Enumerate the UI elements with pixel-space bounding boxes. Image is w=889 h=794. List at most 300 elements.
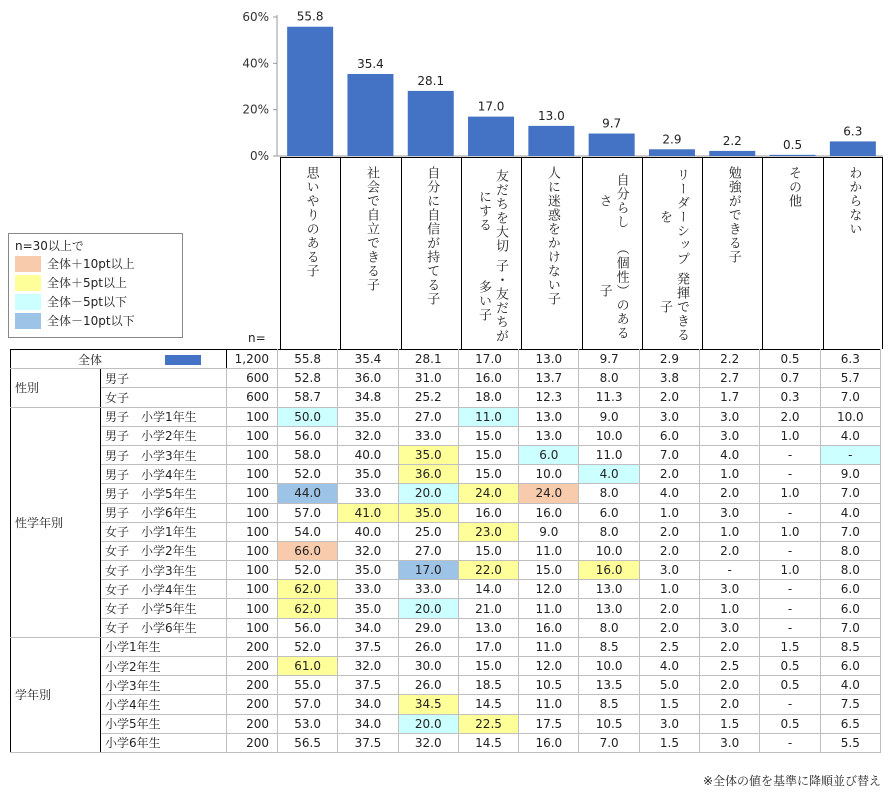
value-cell: 61.0 bbox=[278, 657, 338, 676]
value-cell: 1.0 bbox=[760, 561, 820, 580]
value-cell: 11.0 bbox=[519, 695, 579, 714]
value-cell: - bbox=[820, 445, 880, 464]
value-cell: 13.0 bbox=[579, 599, 639, 618]
value-cell: 31.0 bbox=[398, 369, 458, 388]
legend-label: 全体＋5pt以上 bbox=[47, 276, 127, 290]
category-label-line: 自分らしさ bbox=[596, 172, 629, 229]
value-cell: 1.0 bbox=[700, 599, 760, 618]
value-cell: 7.5 bbox=[820, 695, 880, 714]
value-cell: 2.2 bbox=[700, 350, 760, 369]
value-cell: 33.0 bbox=[398, 580, 458, 599]
n-cell: 600 bbox=[227, 369, 278, 388]
value-cell: 14.5 bbox=[458, 733, 518, 752]
value-cell: 4.0 bbox=[700, 445, 760, 464]
value-cell: 13.0 bbox=[519, 350, 579, 369]
series-legend-swatch bbox=[165, 355, 201, 365]
value-cell: 32.0 bbox=[338, 426, 398, 445]
table-row bbox=[11, 503, 881, 522]
row-label: 男子 bbox=[101, 369, 227, 388]
value-cell: 10.0 bbox=[579, 426, 639, 445]
legend-title: n=30以上で bbox=[15, 239, 84, 253]
value-cell: 8.0 bbox=[579, 618, 639, 637]
value-cell: 33.0 bbox=[338, 484, 398, 503]
table-row bbox=[11, 388, 881, 407]
value-cell: 2.9 bbox=[639, 350, 699, 369]
value-cell: 35.0 bbox=[398, 445, 458, 464]
value-cell: 56.0 bbox=[278, 426, 338, 445]
category-header-cell bbox=[762, 157, 822, 349]
table-row bbox=[11, 695, 881, 714]
value-cell: 9.0 bbox=[519, 522, 579, 541]
value-cell: 12.0 bbox=[519, 580, 579, 599]
crosstab-table bbox=[10, 349, 881, 753]
table-row bbox=[11, 407, 881, 426]
value-cell: 4.0 bbox=[639, 484, 699, 503]
value-cell: 33.0 bbox=[398, 426, 458, 445]
value-cell: 32.0 bbox=[398, 733, 458, 752]
value-cell: 16.0 bbox=[519, 618, 579, 637]
value-cell: 4.0 bbox=[820, 503, 880, 522]
row-label: 男子 小学6年生 bbox=[101, 503, 227, 522]
value-cell: 2.0 bbox=[700, 484, 760, 503]
value-cell: 10.0 bbox=[820, 407, 880, 426]
category-label-line: 自信が持てる子 bbox=[424, 208, 440, 306]
row-label: 男子 小学5年生 bbox=[101, 484, 227, 503]
n-cell: 200 bbox=[227, 657, 278, 676]
value-cell: 57.0 bbox=[278, 695, 338, 714]
value-cell: 37.5 bbox=[338, 637, 398, 656]
value-cell: 22.5 bbox=[458, 714, 518, 733]
row-label: 小学4年生 bbox=[101, 695, 227, 714]
table-row bbox=[11, 657, 881, 676]
n-cell: 100 bbox=[227, 561, 278, 580]
value-cell: 8.0 bbox=[820, 561, 880, 580]
table-row bbox=[11, 541, 881, 560]
value-cell: 2.5 bbox=[639, 637, 699, 656]
value-cell: 35.0 bbox=[338, 465, 398, 484]
value-cell: 54.0 bbox=[278, 522, 338, 541]
value-cell: 8.0 bbox=[579, 522, 639, 541]
value-cell: 3.0 bbox=[700, 503, 760, 522]
bar bbox=[468, 117, 514, 156]
value-cell: 11.0 bbox=[579, 445, 639, 464]
value-cell: 15.0 bbox=[458, 657, 518, 676]
bar bbox=[589, 134, 635, 156]
value-cell: 13.0 bbox=[519, 426, 579, 445]
value-cell: 40.0 bbox=[338, 522, 398, 541]
category-label-line: 勉強ができる子 bbox=[725, 166, 741, 264]
value-cell: 66.0 bbox=[278, 541, 338, 560]
category-header-cell bbox=[823, 157, 883, 349]
value-cell: 25.2 bbox=[398, 388, 458, 407]
n-cell: 100 bbox=[227, 445, 278, 464]
row-label: 小学1年生 bbox=[101, 637, 227, 656]
value-cell: 1.7 bbox=[700, 388, 760, 407]
value-cell: 2.0 bbox=[639, 541, 699, 560]
value-cell: - bbox=[760, 445, 820, 464]
value-cell: 0.5 bbox=[760, 676, 820, 695]
value-cell: 2.0 bbox=[700, 695, 760, 714]
value-cell: 1.5 bbox=[639, 695, 699, 714]
value-cell: 26.0 bbox=[398, 676, 458, 695]
row-label: 女子 小学2年生 bbox=[101, 541, 227, 560]
category-label-line: 迷惑をかけない子 bbox=[544, 194, 560, 306]
value-cell: - bbox=[760, 618, 820, 637]
value-cell: 55.8 bbox=[278, 350, 338, 369]
value-cell: 6.3 bbox=[820, 350, 880, 369]
category-label bbox=[824, 166, 884, 346]
category-header-cell bbox=[521, 157, 581, 349]
bar-value-label: 28.1 bbox=[417, 73, 445, 88]
table-row bbox=[11, 465, 881, 484]
value-cell: 5.7 bbox=[820, 369, 880, 388]
group-label: 性学年別 bbox=[11, 407, 101, 637]
legend-swatch bbox=[15, 313, 41, 329]
value-cell: 27.0 bbox=[398, 541, 458, 560]
category-header-cell bbox=[340, 157, 400, 349]
category-header-cell bbox=[582, 157, 642, 349]
value-cell: 35.0 bbox=[398, 503, 458, 522]
bar bbox=[528, 126, 574, 156]
bar-value-label: 2.9 bbox=[662, 132, 682, 147]
n-cell: 100 bbox=[227, 426, 278, 445]
bar bbox=[709, 151, 755, 156]
bar-value-label: 6.3 bbox=[843, 124, 863, 139]
table-row bbox=[11, 350, 881, 369]
value-cell: 13.0 bbox=[519, 407, 579, 426]
category-label bbox=[522, 166, 582, 346]
value-cell: 2.7 bbox=[700, 369, 760, 388]
category-label bbox=[703, 166, 763, 346]
value-cell: 2.0 bbox=[700, 676, 760, 695]
value-cell: 3.0 bbox=[639, 714, 699, 733]
value-cell: 17.0 bbox=[458, 350, 518, 369]
value-cell: 15.0 bbox=[458, 445, 518, 464]
value-cell: 2.0 bbox=[639, 599, 699, 618]
value-cell: 8.5 bbox=[579, 695, 639, 714]
value-cell: 18.5 bbox=[458, 676, 518, 695]
value-cell: 16.0 bbox=[579, 561, 639, 580]
value-cell: 8.0 bbox=[579, 369, 639, 388]
value-cell: 55.0 bbox=[278, 676, 338, 695]
category-label bbox=[462, 166, 522, 346]
row-label: 全体 bbox=[77, 352, 102, 367]
legend-item bbox=[15, 311, 176, 330]
value-cell: 2.0 bbox=[639, 388, 699, 407]
value-cell: 56.0 bbox=[278, 618, 338, 637]
value-cell: 34.8 bbox=[338, 388, 398, 407]
value-cell: 10.5 bbox=[579, 714, 639, 733]
category-label bbox=[583, 166, 643, 346]
n-cell: 100 bbox=[227, 407, 278, 426]
value-cell: 12.3 bbox=[519, 388, 579, 407]
row-label: 女子 小学5年生 bbox=[101, 599, 227, 618]
value-cell: 11.0 bbox=[458, 407, 518, 426]
category-label-line: リーダーシップを bbox=[656, 168, 689, 267]
value-cell: 17.0 bbox=[398, 561, 458, 580]
value-cell: 0.5 bbox=[760, 657, 820, 676]
value-cell: 28.1 bbox=[398, 350, 458, 369]
bar bbox=[649, 149, 695, 156]
category-label bbox=[643, 166, 703, 346]
value-cell: 18.0 bbox=[458, 388, 518, 407]
bar-value-label: 35.4 bbox=[357, 56, 384, 71]
value-cell: 21.0 bbox=[458, 599, 518, 618]
value-cell: - bbox=[760, 580, 820, 599]
value-cell: 13.0 bbox=[579, 580, 639, 599]
n-cell: 200 bbox=[227, 733, 278, 752]
category-label bbox=[341, 166, 401, 346]
value-cell: 0.5 bbox=[760, 714, 820, 733]
total-label-cell bbox=[11, 350, 227, 369]
row-label: 小学6年生 bbox=[101, 733, 227, 752]
value-cell: 41.0 bbox=[338, 503, 398, 522]
category-label bbox=[763, 166, 823, 346]
value-cell: 10.0 bbox=[579, 657, 639, 676]
n-cell: 200 bbox=[227, 695, 278, 714]
value-cell: 7.0 bbox=[639, 445, 699, 464]
table-row bbox=[11, 445, 881, 464]
value-cell: 8.5 bbox=[579, 637, 639, 656]
value-cell: 0.3 bbox=[760, 388, 820, 407]
value-cell: 7.0 bbox=[820, 522, 880, 541]
value-cell: 4.0 bbox=[639, 657, 699, 676]
category-header-cell bbox=[461, 157, 521, 349]
bar-value-label: 55.8 bbox=[296, 9, 324, 24]
value-cell: 8.0 bbox=[579, 484, 639, 503]
value-cell: 7.0 bbox=[579, 733, 639, 752]
table-row bbox=[11, 599, 881, 618]
n-cell: 100 bbox=[227, 484, 278, 503]
value-cell: 2.0 bbox=[700, 637, 760, 656]
category-label-line: 発揮できる子 bbox=[656, 272, 689, 343]
value-cell: 0.7 bbox=[760, 369, 820, 388]
y-tick-label: 60% bbox=[242, 10, 269, 24]
category-label-line: 思いやりのある子 bbox=[303, 166, 319, 278]
row-label: 女子 小学1年生 bbox=[101, 522, 227, 541]
value-cell: 15.0 bbox=[458, 426, 518, 445]
value-cell: 52.0 bbox=[278, 465, 338, 484]
value-cell: 52.0 bbox=[278, 637, 338, 656]
table-row bbox=[11, 561, 881, 580]
value-cell: 6.0 bbox=[639, 426, 699, 445]
value-cell: 35.0 bbox=[338, 407, 398, 426]
value-cell: 13.0 bbox=[458, 618, 518, 637]
y-tick-label: 0% bbox=[249, 149, 269, 160]
value-cell: 16.0 bbox=[519, 503, 579, 522]
value-cell: - bbox=[760, 465, 820, 484]
value-cell: 3.0 bbox=[700, 580, 760, 599]
value-cell: 44.0 bbox=[278, 484, 338, 503]
n-cell: 200 bbox=[227, 676, 278, 695]
value-cell: 32.0 bbox=[338, 657, 398, 676]
value-cell: 0.5 bbox=[760, 350, 820, 369]
n-cell: 200 bbox=[227, 714, 278, 733]
row-label: 男子 小学3年生 bbox=[101, 445, 227, 464]
value-cell: 2.5 bbox=[700, 657, 760, 676]
category-label-line: 社会で自立できる子 bbox=[363, 166, 379, 292]
category-label bbox=[281, 166, 341, 346]
bar bbox=[287, 27, 333, 156]
value-cell: 2.0 bbox=[639, 465, 699, 484]
value-cell: 57.0 bbox=[278, 503, 338, 522]
bar-value-label: 17.0 bbox=[477, 99, 505, 114]
value-cell: 15.0 bbox=[458, 465, 518, 484]
value-cell: 30.0 bbox=[398, 657, 458, 676]
value-cell: 62.0 bbox=[278, 580, 338, 599]
value-cell: 20.0 bbox=[398, 599, 458, 618]
value-cell: - bbox=[760, 503, 820, 522]
value-cell: 10.0 bbox=[519, 465, 579, 484]
value-cell: 34.0 bbox=[338, 695, 398, 714]
value-cell: 15.0 bbox=[458, 541, 518, 560]
category-label-line: 子・友だちが多い子 bbox=[476, 259, 509, 343]
value-cell: 33.0 bbox=[338, 580, 398, 599]
row-label: 女子 小学6年生 bbox=[101, 618, 227, 637]
value-cell: 53.0 bbox=[278, 714, 338, 733]
value-cell: 9.0 bbox=[820, 465, 880, 484]
value-cell: 10.0 bbox=[579, 541, 639, 560]
n-cell: 100 bbox=[227, 580, 278, 599]
value-cell: 25.0 bbox=[398, 522, 458, 541]
row-label: 男子 小学1年生 bbox=[101, 407, 227, 426]
value-cell: 9.0 bbox=[579, 407, 639, 426]
value-cell: 11.0 bbox=[519, 541, 579, 560]
value-cell: 34.0 bbox=[338, 618, 398, 637]
value-cell: 20.0 bbox=[398, 714, 458, 733]
value-cell: 3.0 bbox=[700, 618, 760, 637]
bar-chart bbox=[0, 0, 889, 160]
category-label bbox=[402, 166, 462, 346]
legend-item bbox=[15, 292, 176, 311]
value-cell: 6.0 bbox=[820, 580, 880, 599]
category-header-cell bbox=[280, 157, 340, 349]
value-cell: 34.5 bbox=[398, 695, 458, 714]
y-tick-label: 40% bbox=[242, 56, 269, 71]
n-cell: 100 bbox=[227, 541, 278, 560]
value-cell: 1.0 bbox=[639, 580, 699, 599]
value-cell: 16.0 bbox=[458, 503, 518, 522]
legend-label: 全体－5pt以下 bbox=[47, 295, 127, 309]
row-label: 小学2年生 bbox=[101, 657, 227, 676]
value-cell: 1.0 bbox=[760, 426, 820, 445]
table-row bbox=[11, 426, 881, 445]
value-cell: 1.5 bbox=[700, 714, 760, 733]
value-cell: 14.5 bbox=[458, 695, 518, 714]
value-cell: 7.0 bbox=[820, 484, 880, 503]
value-cell: 52.0 bbox=[278, 561, 338, 580]
value-cell: 11.0 bbox=[519, 599, 579, 618]
bar-value-label: 13.0 bbox=[537, 108, 565, 123]
value-cell: 40.0 bbox=[338, 445, 398, 464]
value-cell: 15.0 bbox=[519, 561, 579, 580]
bar-value-label: 0.5 bbox=[783, 137, 803, 152]
bar-value-label: 2.2 bbox=[722, 133, 742, 148]
n-cell: 100 bbox=[227, 599, 278, 618]
legend-swatch bbox=[15, 275, 41, 291]
value-cell: 27.0 bbox=[398, 407, 458, 426]
value-cell: 6.0 bbox=[519, 445, 579, 464]
value-cell: 35.0 bbox=[338, 599, 398, 618]
value-cell: 50.0 bbox=[278, 407, 338, 426]
category-label-line: 人に bbox=[544, 166, 560, 194]
value-cell: 3.0 bbox=[639, 561, 699, 580]
value-cell: 2.0 bbox=[639, 618, 699, 637]
value-cell: 23.0 bbox=[458, 522, 518, 541]
value-cell: 6.5 bbox=[820, 714, 880, 733]
footnote: ※全体の値を基準に降順並び替え bbox=[702, 774, 881, 788]
bar bbox=[347, 74, 393, 156]
category-label-line: その他 bbox=[786, 166, 802, 208]
legend-item bbox=[15, 273, 176, 292]
value-cell: 8.0 bbox=[820, 541, 880, 560]
category-header-cell bbox=[642, 157, 702, 349]
value-cell: 2.0 bbox=[700, 541, 760, 560]
bar-value-label: 9.7 bbox=[602, 116, 622, 131]
legend-label: 全体－10pt以下 bbox=[47, 314, 135, 328]
value-cell: 6.0 bbox=[820, 599, 880, 618]
category-header-cell bbox=[401, 157, 461, 349]
value-cell: 1.0 bbox=[760, 522, 820, 541]
group-label: 性別 bbox=[11, 369, 101, 407]
value-cell: 10.5 bbox=[519, 676, 579, 695]
table-row bbox=[11, 676, 881, 695]
group-label: 学年別 bbox=[11, 637, 101, 752]
legend-label: 全体＋10pt以上 bbox=[47, 257, 135, 271]
row-label: 男子 小学2年生 bbox=[101, 426, 227, 445]
category-label-line: 自分に bbox=[424, 166, 440, 208]
row-label: 女子 bbox=[101, 388, 227, 407]
value-cell: 5.0 bbox=[639, 676, 699, 695]
value-cell: 37.5 bbox=[338, 676, 398, 695]
value-cell: 1.0 bbox=[700, 465, 760, 484]
n-cell: 1,200 bbox=[227, 350, 278, 369]
value-cell: 20.0 bbox=[398, 484, 458, 503]
value-cell: 4.0 bbox=[820, 676, 880, 695]
value-cell: 52.8 bbox=[278, 369, 338, 388]
value-cell: - bbox=[760, 599, 820, 618]
value-cell: - bbox=[700, 561, 760, 580]
highlight-legend bbox=[8, 233, 183, 338]
value-cell: 4.0 bbox=[820, 426, 880, 445]
table-row bbox=[11, 522, 881, 541]
value-cell: 5.5 bbox=[820, 733, 880, 752]
value-cell: 35.0 bbox=[338, 561, 398, 580]
table-row bbox=[11, 369, 881, 388]
bar bbox=[770, 155, 816, 156]
value-cell: 17.5 bbox=[519, 714, 579, 733]
row-label: 小学3年生 bbox=[101, 676, 227, 695]
value-cell: 1.0 bbox=[639, 503, 699, 522]
value-cell: 3.0 bbox=[639, 407, 699, 426]
value-cell: 17.0 bbox=[458, 637, 518, 656]
value-cell: 6.0 bbox=[579, 503, 639, 522]
value-cell: 2.0 bbox=[760, 407, 820, 426]
row-label: 小学5年生 bbox=[101, 714, 227, 733]
legend-swatch bbox=[15, 256, 41, 272]
n-cell: 100 bbox=[227, 522, 278, 541]
value-cell: 1.0 bbox=[700, 522, 760, 541]
category-label-line: 友だちを大切にする bbox=[476, 169, 509, 253]
value-cell: 7.0 bbox=[820, 618, 880, 637]
value-cell: 1.0 bbox=[760, 484, 820, 503]
table-row bbox=[11, 618, 881, 637]
row-label: 女子 小学4年生 bbox=[101, 580, 227, 599]
table-row bbox=[11, 484, 881, 503]
value-cell: 16.0 bbox=[519, 733, 579, 752]
legend-swatch bbox=[15, 294, 41, 310]
value-cell: 11.0 bbox=[519, 637, 579, 656]
